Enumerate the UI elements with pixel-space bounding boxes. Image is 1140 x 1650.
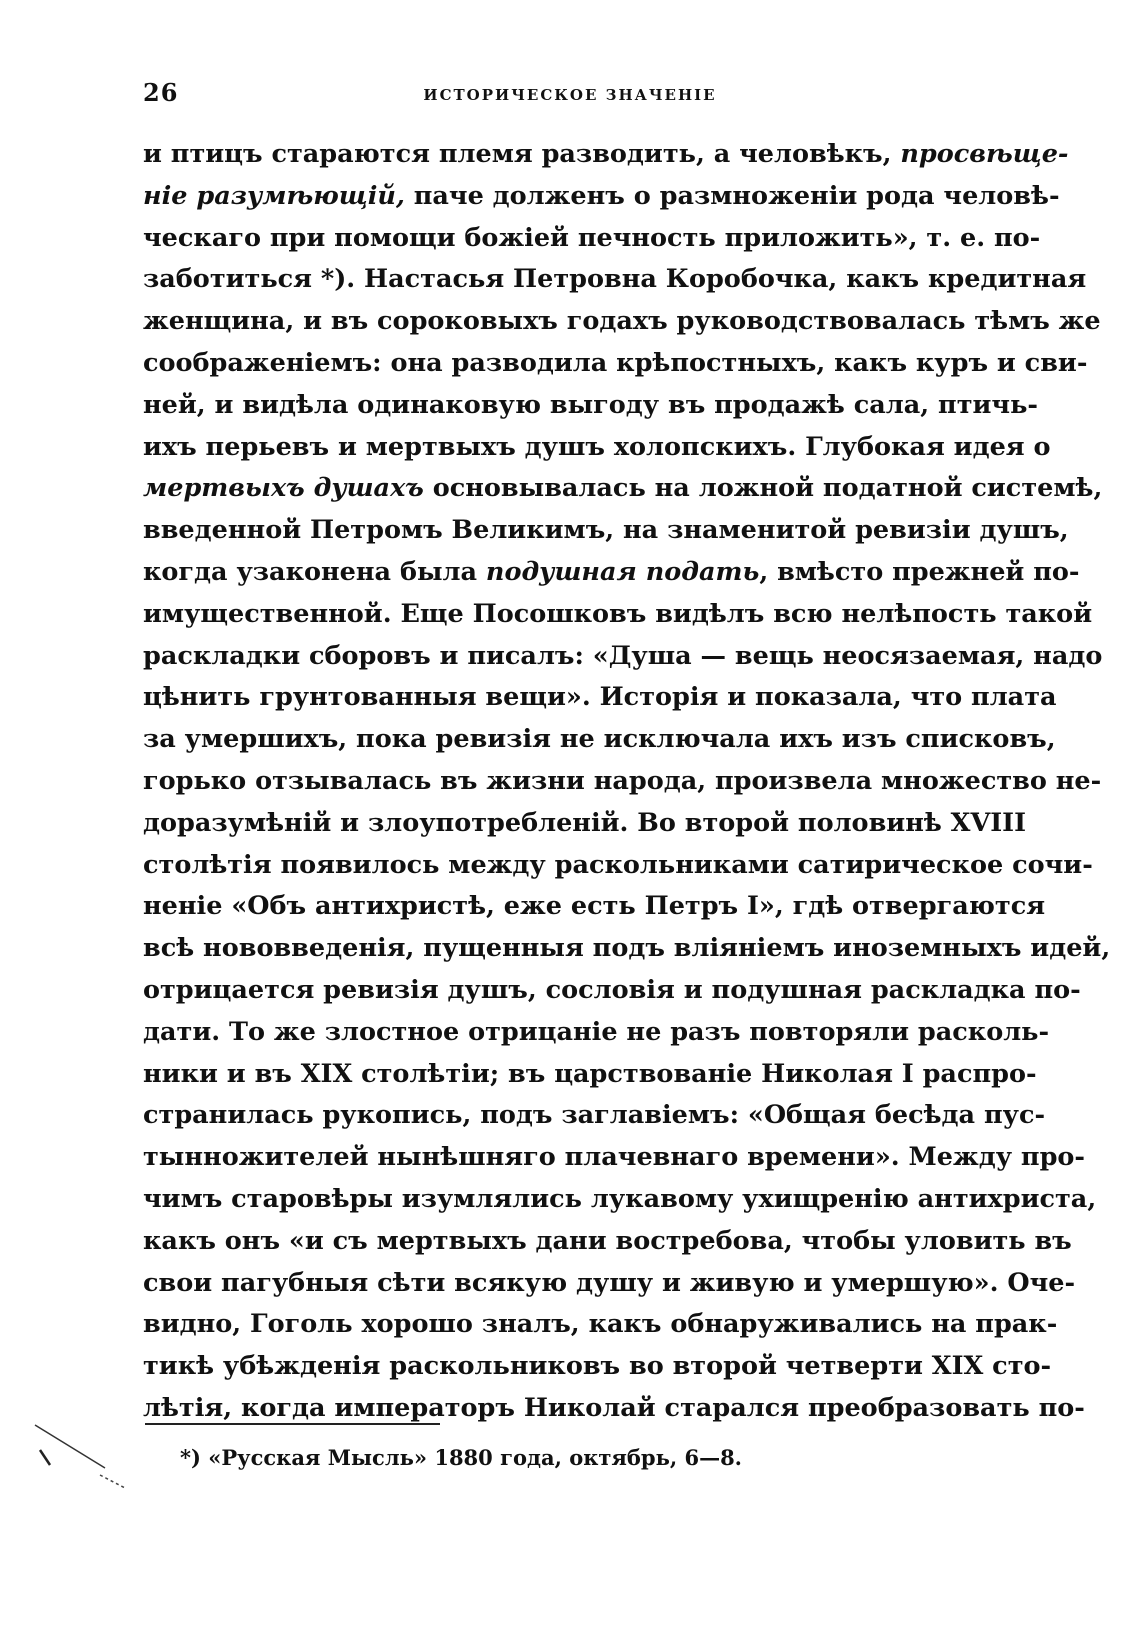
text-run: тынножителей нынѣшняго плачевнаго времени». Между про-	[143, 1142, 1085, 1173]
text-run: отрицается ревизiя душъ, сословiя и подушная раскладка по-	[143, 974, 1081, 1005]
text-run: , вмѣсто прежней по-	[759, 556, 1080, 587]
text-run: раскладки сборовъ и писалъ: «Душа — вещь неосязаемая, надо	[143, 640, 1103, 671]
text-line	[143, 259, 1087, 301]
text-line	[143, 1263, 1076, 1305]
text-line	[143, 510, 1069, 552]
text-run: ихъ перьевъ и мертвыхъ душъ холопскихъ. Глубокая идея о	[143, 431, 1051, 462]
text-run: основывалась на ложной податной системѣ,	[423, 473, 1103, 504]
text-line	[143, 636, 1103, 678]
text-run: женщина, и въ сороковыхъ годахъ руководствовалась тѣмъ же	[143, 306, 1101, 337]
text-line	[143, 468, 1103, 510]
text-line	[143, 552, 1080, 594]
text-line	[143, 427, 1051, 469]
text-run: ненiе «Объ антихристѣ, еже есть Петръ I», гдѣ отвергаются	[143, 891, 1046, 922]
text-run: введенной Петромъ Великимъ, на знаменитой ревизiи душъ,	[143, 515, 1069, 546]
running-title: ИСТОРИЧЕСКОЕ ЗНАЧЕНIЕ	[423, 86, 717, 104]
text-run: странилась рукопись, подъ заглавiемъ: «Общая бесѣда пус-	[143, 1100, 1046, 1131]
text-run: соображенiемъ: она разводила крѣпостныхъ, какъ куръ и сви-	[143, 347, 1088, 378]
text-line	[143, 1054, 1037, 1096]
text-line	[143, 1346, 1052, 1388]
text-run: ники и въ XIX столѣтiи; въ царствованiе Николая I распро-	[143, 1058, 1037, 1089]
text-run: ческаго при помощи божiей печность приложить», т. е. по-	[143, 222, 1041, 253]
text-line	[143, 385, 1038, 427]
text-run: паче долженъ о размноженiи рода человѣ-	[404, 180, 1060, 211]
text-run: за умершихъ, пока ревизiя не исключала ихъ изъ списковъ,	[143, 724, 1056, 755]
text-run: дати. То же злостное отрицанiе не разъ повторяли расколь-	[143, 1016, 1050, 1047]
body-text	[143, 134, 1111, 1430]
text-line	[143, 803, 1027, 845]
text-run: цѣнить грунтованныя вещи». Исторiя и показала, что плата	[143, 682, 1057, 713]
text-run: столѣтiя появилось между раскольниками сатирическое сочи-	[143, 849, 1093, 880]
text-line	[143, 970, 1081, 1012]
text-run: чимъ старовѣры изумлялись лукавому ухищренiю антихриста,	[143, 1183, 1097, 1214]
text-run: всѣ нововведенiя, пущенныя подъ влiянiемъ иноземныхъ идей,	[143, 933, 1111, 964]
text-run: тикѣ убѣжденiя раскольниковъ во второй четверти XIX сто-	[143, 1351, 1052, 1382]
stray-pen-marks	[30, 1420, 160, 1500]
text-line	[143, 719, 1056, 761]
text-line	[143, 1179, 1097, 1221]
text-line	[143, 845, 1093, 887]
text-line	[143, 1304, 1058, 1346]
text-line	[143, 594, 1093, 636]
text-line	[143, 218, 1041, 260]
text-run: свои пагубныя сѣти всякую душу и живую и умершую». Оче-	[143, 1267, 1076, 1298]
text-line	[143, 343, 1088, 385]
text-line	[143, 677, 1057, 719]
italic-phrase: мертвыхъ душахъ	[143, 473, 424, 504]
text-line	[143, 1221, 1072, 1263]
text-run: заботиться *). Настасья Петровна Коробочка, какъ кредитная	[143, 264, 1087, 295]
text-run: имущественной. Еще Посошковъ видѣлъ всю нелѣпость такой	[143, 598, 1093, 629]
text-line	[143, 1012, 1050, 1054]
text-run: какъ онъ «и съ мертвыхъ дани востребова, чтобы уловить въ	[143, 1225, 1072, 1256]
text-run: горько отзывалась въ жизни народа, произвела множество не-	[143, 765, 1102, 796]
text-run: ней, и видѣла одинаковую выгоду въ продажѣ сала, птичь-	[143, 389, 1038, 420]
text-line	[143, 134, 1069, 176]
text-line	[143, 301, 1101, 343]
text-line	[143, 1137, 1085, 1179]
italic-phrase: просвѣще-	[900, 139, 1069, 169]
text-line	[143, 761, 1102, 803]
text-line	[143, 928, 1111, 970]
text-line	[143, 886, 1046, 928]
footnote-rule	[145, 1423, 440, 1425]
text-run: доразумѣнiй и злоупотребленiй. Во второй половинѣ XVIII	[143, 807, 1027, 838]
page-number: 26	[143, 78, 179, 107]
text-line	[143, 1095, 1046, 1137]
text-run: видно, Гоголь хорошо зналъ, какъ обнаруживались на прак-	[143, 1309, 1058, 1340]
text-line	[143, 176, 1060, 218]
text-run: и птицъ стараются племя разводить, а человѣкъ,	[143, 139, 901, 169]
italic-phrase: нiе разумѣющiй,	[143, 180, 405, 211]
italic-phrase: подушная подать	[485, 556, 760, 587]
text-run: лѣтiя, когда императоръ Николай старался преобразовать по-	[143, 1392, 1085, 1423]
footnote: *) «Русская Мысль» 1880 года, октябрь, 6—8.	[180, 1445, 742, 1470]
text-run: когда узаконена была	[143, 556, 486, 587]
